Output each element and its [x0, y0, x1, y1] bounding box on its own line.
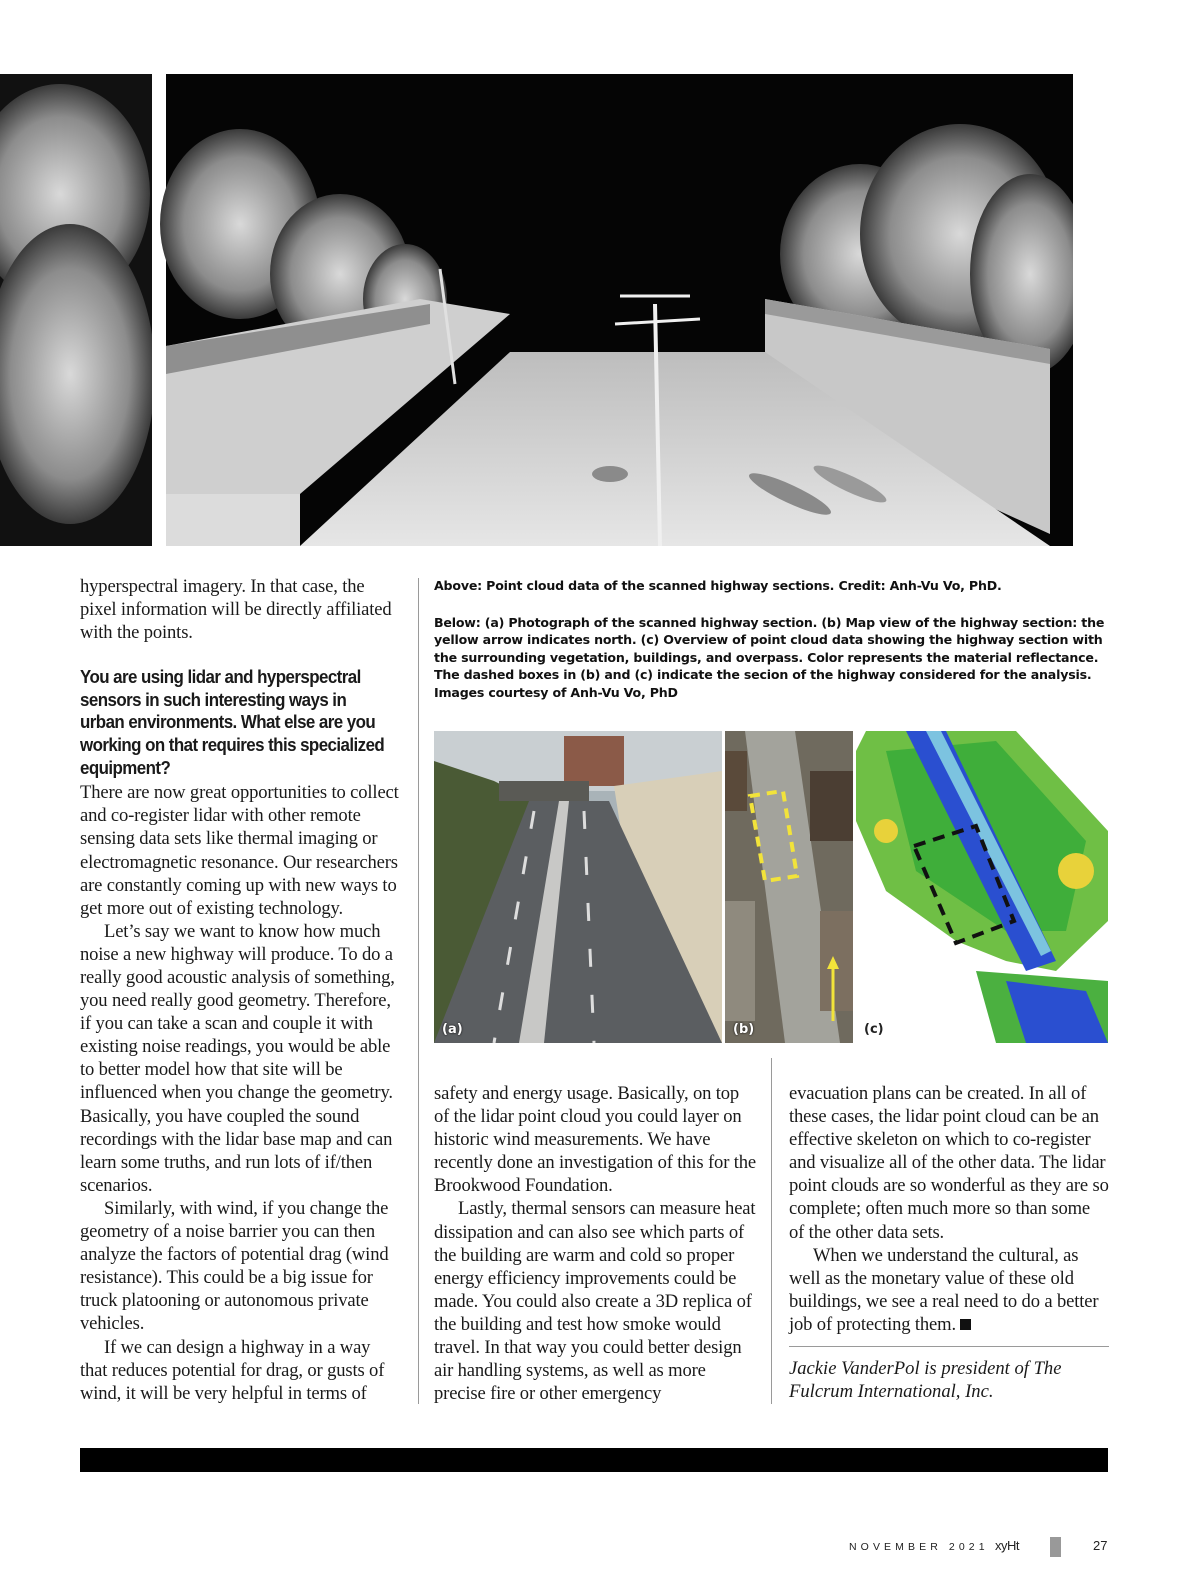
caption-below: Below: (a) Photograph of the scanned highway section. (b) Map view of the highway section: the yellow arrow indicates north. (c) Overview of point cloud data showing the highway section with the surrounding vegetation, buildings, and overpass. Color represents the material reflectance. The dashed boxes in (b) and (c) indicate the secion of the highway considered for the analysis. Images courtesy of Anh-Vu Vo, PhD [434, 615, 1105, 700]
column-2-paragraph-1: safety and energy usage. Basically, on top of the lidar point cloud you could layer on historic wind measurements. We have recently done an investigation of this for the Brookwood Foundation. [434, 1083, 757, 1197]
figure-c-point-cloud [856, 731, 1108, 1043]
answer-paragraph-3: Similarly, with wind, if you change the geometry of a noise barrier you can then analyze the factors of potential drag (wind resistance). This could be a big issue for truck platooning or autonomous private vehicles. [80, 1197, 389, 1335]
magazine-brand: xyHt [995, 1538, 1019, 1553]
column-2-paragraph-2: Lastly, thermal sensors can measure heat dissipation and can also see which parts of the building are warm and cold so proper energy efficiency improvements could be made. You could also create a 3D replica of the building and test how smoke would travel. In that way you could better design air handling systems, as well as more precise fire or other emergency [434, 1198, 756, 1405]
closing-sentence: When we understand the cultural, as well as the monetary value of these old buildings, we see a real need to do a better job of protecting them. [789, 1244, 1099, 1335]
page-number: 27 [1093, 1538, 1108, 1553]
issue-date: NOVEMBER 2021 [849, 1541, 989, 1553]
figure-label-a: (a) [442, 1022, 463, 1037]
top-pointcloud-photo [0, 74, 1073, 546]
column-3-paragraph-1: evacuation plans can be created. In all of these cases, the lidar point cloud can be an effective skeleton on which to co-register and visualize all of the other data. The lidar point clouds are so wonderful as they are so complete; often much more so than some of the other data sets. [789, 1083, 1109, 1243]
answer-paragraph-4: If we can design a highway in a way that reduces potential for drag, or gusts of wind, it will be very helpful in terms of [80, 1336, 385, 1404]
body-column-2 [434, 1082, 756, 1405]
column-3-paragraph-2 [789, 1244, 1109, 1336]
answer-paragraph-1: There are now great opportunities to collect and co-register lidar with other remote sensing data sets like thermal imaging or electromagnetic resonance. Our researchers are constantly coming up with new ways to get more out of existing technology. [80, 782, 399, 919]
figure-label-b: (b) [733, 1022, 755, 1037]
figure-a-photograph [434, 731, 722, 1043]
footer-separator-block [1050, 1537, 1061, 1557]
column-divider [418, 578, 419, 1404]
column-divider [771, 1058, 772, 1404]
bio-divider [789, 1346, 1109, 1347]
footer-bar [80, 1448, 1108, 1472]
end-of-article-mark [960, 1319, 971, 1330]
answer-paragraph-2: Let’s say we want to know how much noise a new highway will produce. To do a really good acoustic analysis of something, you need really good geometry. Therefore, if you can take a scan and couple it with existing noise readings, you would be able to better model how that site will be influenced when you change the geometry. Basically, you have coupled the sound recordings with the lidar base map and can learn some truths, and run lots of if/then scenarios. [80, 920, 395, 1196]
interview-question: You are using lidar and hyperspectral sensors in such interesting ways in urban environments. What else are you working on that requires this specialized equipment? [80, 667, 385, 778]
body-column-3 [789, 1082, 1109, 1336]
figure-label-c: (c) [864, 1022, 884, 1037]
body-column-1 [80, 575, 400, 1405]
intro-paragraph: hyperspectral imagery. In that case, the pixel information will be directly affiliated with the points. [80, 576, 392, 644]
figure-b-map-view [725, 731, 853, 1043]
author-bio: Jackie VanderPol is president of The Fulcrum International, Inc. [789, 1358, 1062, 1403]
caption-above: Above: Point cloud data of the scanned highway sections. Credit: Anh-Vu Vo, PhD. [434, 578, 1002, 593]
